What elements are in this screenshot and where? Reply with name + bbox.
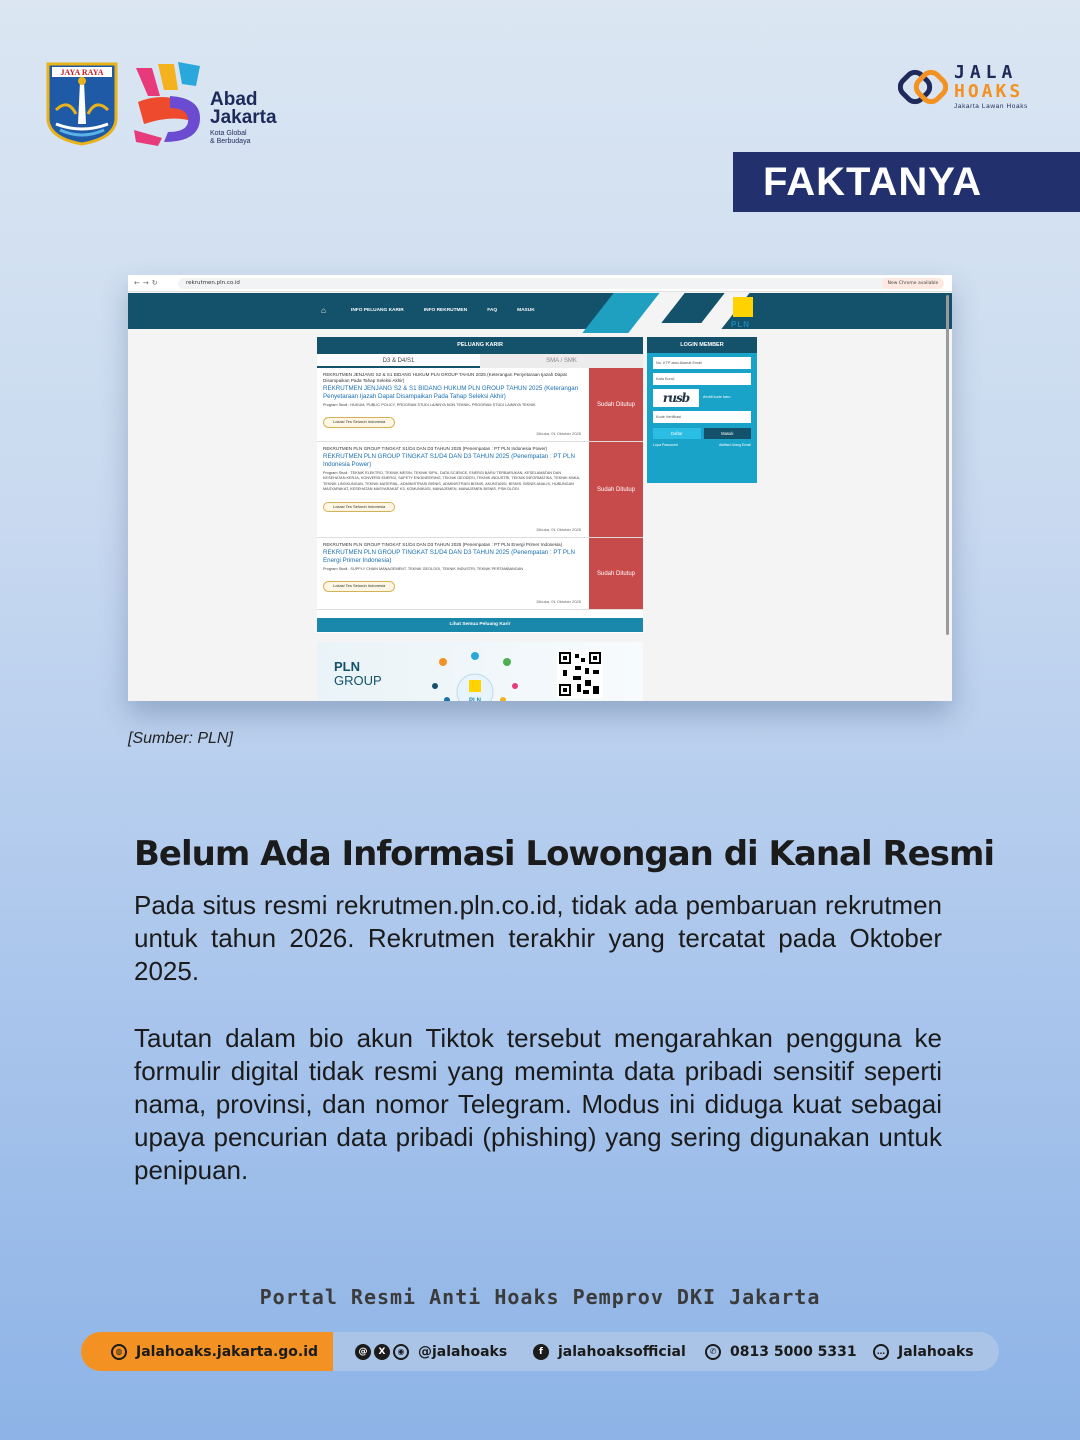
chain-link-icon — [898, 62, 948, 112]
abad-title-line1: Abad — [210, 89, 258, 110]
test-location-button: Lokasi Tes Seluruh Indonesia — [323, 502, 395, 512]
facebook-link[interactable] — [533, 1332, 686, 1371]
tab-d3-d4-s1: D3 & D4/S1 — [317, 354, 480, 368]
article-paragraph-1: Pada situs resmi rekrutmen.pln.co.id, tidak ada pembaruan rekrutmen untuk tahun 2026. Rekrutmen terakhir yang tercatat pada Oktober 2025. — [134, 890, 942, 986]
jala-tagline: Jakarta Lawan Hoaks — [954, 103, 1028, 110]
article-heading: Belum Ada Informasi Lowongan di Kanal Resmi — [134, 834, 995, 874]
captcha-image: rusb — [653, 389, 699, 407]
job-status-closed: Sudah Ditutup — [589, 368, 643, 441]
job-programs: Program Studi : SUPPLY CHAIN MANAGEMENT, TEKNIK GEOLOGI, TEKNIK INDUSTRI, TEKNIK PERTAMBANGAN — [323, 566, 524, 571]
job-subtitle: REKRUTMEN PLN GROUP TINGKAT S1/D4 DAN D3 TAHUN 2025 (Penempatan : PT PLN Indonesia Power) — [323, 446, 548, 451]
job-programs: Program Studi : HUKUM, PUBLIC POLICY, PROGRAM STUDI LAINNYA NON TEKNIK, PROGRAM STUDI LAINNYA TEKNIK — [323, 402, 536, 407]
qr-code-icon — [557, 650, 603, 698]
job-programs: Program Studi : TEKNIK ELEKTRO, TEKNIK MESIN, TEKNIK SIPIL, DATA SCIENCE, ENERGI BARU TERBARUKAN, KESELAMATAN DAN KESEHATAN KERJA, KONVERSI ENERGI, SAFETY ENGINEERING, TEKNIK GEODESI, TEKNIK INDUSTRI, TEKNIK INFORMATIKA, TEKNIK KIMIA, TEKNIK LINGKUNGAN, TEKNIK MATERIAL, ADMINISTRASI BISNIS, ADMINISTRASI BISNIS, AKUNTANSI, BISNIS, BISNIS ANALIS, HUBUNGAN MASYARAKAT, KESEHATAN MASYARAKAT K3, KOMUNIKASI, MANAJEMEN, MANAJEMEN BISNIS, PSIKOLOGI — [323, 470, 581, 492]
facebook-icon: f — [533, 1344, 549, 1360]
jala-hoaks-logo — [898, 62, 1038, 112]
verification-code-field: Kode Verifikasi — [653, 411, 751, 423]
pln-group-banner — [317, 642, 643, 704]
chrome-update-badge: New Chrome available — [882, 278, 944, 289]
instagram-icon: ◉ — [393, 1344, 409, 1360]
pln-logo-text: PLN — [731, 320, 750, 329]
hoaks-wordmark: HOAKS — [954, 81, 1024, 102]
social-handle: @jalahoaks — [418, 1343, 508, 1360]
image-source-caption: [Sumber: PLN] — [128, 730, 233, 747]
password-field: Kata Kunci — [653, 373, 751, 385]
faktanya-badge: FAKTANYA — [733, 152, 1080, 212]
phone-number: 0813 5000 5331 — [730, 1343, 857, 1360]
pln-group-title-line2: GROUP — [334, 673, 382, 688]
job-listing — [317, 538, 643, 610]
chat-handle: Jalahoaks — [898, 1343, 974, 1360]
article-paragraph-2: Tautan dalam bio akun Tiktok tersebut mengarahkan pengguna ke formulir digital tidak resmi yang meminta data pribadi sensitif seperti nama, provinsi, dan nomor Telegram. Modus ini diduga kuat sebagai upaya pencurian data pribadi (phishing) yang sering digunakan untuk penipuan. — [134, 1023, 942, 1185]
abad-tagline-line1: Kota Global — [210, 130, 247, 137]
career-panel-title: PELUANG KARIR — [317, 337, 643, 354]
portal-tagline: Portal Resmi Anti Hoaks Pemprov DKI Jakarta — [259, 1285, 821, 1309]
chat-link[interactable] — [873, 1332, 974, 1371]
job-title-link: REKRUTMEN PLN GROUP TINGKAT S1/D4 DAN D3 TAHUN 2025 (Penempatan : PT PLN Energi Primer Indonesia) — [323, 548, 575, 565]
threads-icon: @ — [355, 1344, 371, 1360]
job-open-date: Dibuka, 01 Oktober 2025 — [536, 527, 581, 532]
svg-text:JAYA RAYA: JAYA RAYA — [60, 68, 104, 77]
career-panel — [317, 337, 643, 633]
login-member-panel — [647, 337, 757, 483]
abad-tagline-line2: & Berbudaya — [210, 138, 251, 145]
page-scrollbar — [946, 295, 949, 635]
pln-group-title-line1: PLN — [334, 659, 360, 674]
browser-address-bar: rekrutmen.pln.co.id — [178, 278, 898, 289]
job-open-date: Dibuka, 01 Oktober 2025 — [536, 599, 581, 604]
job-title-link: REKRUTMEN JENJANG S2 & S1 BIDANG HUKUM PLN GROUP TAHUN 2025 (Keterangan Penyetaraan Ijazah Dapat Disampaikan Pada Tahap Seleksi Akhir) — [323, 384, 579, 401]
test-location-button: Lokasi Tes Seluruh Indonesia — [323, 417, 395, 427]
facebook-handle: jalahoaksofficial — [558, 1343, 686, 1360]
nav-info-rekrutmen: INFO REKRUTMEN — [423, 308, 468, 313]
login-button: Masuk — [704, 428, 752, 439]
test-location-button: Lokasi Tes Seluruh Indonesia — [323, 581, 395, 591]
job-subtitle: REKRUTMEN JENJANG S2 & S1 BIDANG HUKUM PLN GROUP TAHUN 2025 (Keterangan Penyetaraan Ijazah Dapat Disampaikan Pada Tahap Seleksi Akhir) — [323, 372, 567, 383]
register-button: Daftar — [653, 428, 701, 439]
abad-jakarta-mark-icon — [134, 62, 206, 146]
jala-wordmark: JALA — [954, 62, 1018, 83]
job-listing — [317, 368, 643, 442]
jakarta-coat-of-arms-logo — [46, 62, 118, 146]
nav-faq: FAQ — [487, 308, 498, 313]
job-subtitle: REKRUTMEN PLN GROUP TINGKAT S1/D4 DAN D3 TAHUN 2025 (Penempatan : PT PLN Energi Primer Indonesia) — [323, 542, 563, 547]
pln-group-center-label: PLN — [469, 698, 481, 704]
x-icon: X — [374, 1344, 390, 1360]
abad-jakarta-logo — [134, 62, 284, 148]
whatsapp-link[interactable] — [705, 1332, 857, 1371]
login-links — [653, 444, 751, 448]
globe-icon: ◍ — [111, 1344, 127, 1360]
career-tabs — [317, 354, 643, 368]
pln-logo — [728, 297, 756, 333]
browser-nav-icons: ←→↻ — [134, 279, 161, 287]
captcha-row — [653, 389, 751, 407]
website-link[interactable] — [81, 1332, 333, 1371]
job-open-date: Dibuka, 01 Oktober 2025 — [536, 431, 581, 436]
subsidiary-logos-ring-icon — [425, 648, 525, 704]
whatsapp-icon: ✆ — [705, 1344, 721, 1360]
home-icon: ⌂ — [321, 306, 326, 315]
refresh-captcha-link: Ambil kode baru — [703, 395, 731, 400]
ktp-email-field: No. KTP atau Alamat Email — [653, 357, 751, 369]
tab-sma-smk: SMA / SMK — [480, 354, 643, 368]
pln-website-screenshot — [128, 275, 952, 704]
nav-info-peluang-karir: INFO PELUANG KARIR — [351, 308, 404, 313]
job-listing — [317, 442, 643, 538]
website-url: Jalahoaks.jakarta.go.id — [136, 1343, 319, 1360]
see-all-careers-button: Lihat Semua Peluang Karir — [317, 618, 643, 632]
login-buttons — [653, 428, 751, 439]
pln-top-nav — [321, 305, 555, 317]
job-status-closed: Sudah Ditutup — [589, 442, 643, 537]
login-panel-title: LOGIN MEMBER — [647, 337, 757, 353]
pln-lightning-icon — [733, 297, 753, 317]
chat-bubble-icon: … — [873, 1344, 889, 1360]
social-handle-link[interactable] — [355, 1332, 507, 1371]
reactivate-email-link: Aktifasi Ulang Email — [719, 443, 751, 447]
job-status-closed: Sudah Ditutup — [589, 538, 643, 609]
browser-toolbar — [128, 275, 952, 292]
abad-title-line2: Jakarta — [210, 107, 277, 128]
nav-masuk: MASUK — [517, 308, 535, 313]
job-title-link: REKRUTMEN PLN GROUP TINGKAT S1/D4 DAN D3 TAHUN 2025 (Penempatan : PT PLN Indonesia Power) — [323, 452, 575, 469]
forgot-password-link: Lupa Password — [653, 443, 678, 447]
